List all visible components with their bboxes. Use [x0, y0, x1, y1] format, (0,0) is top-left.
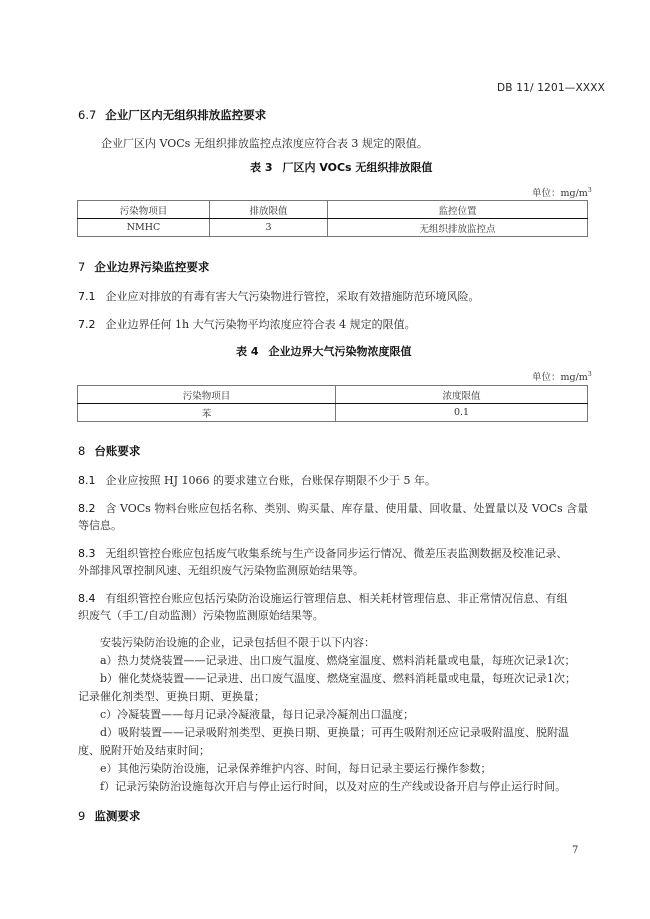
table-header-row: [78, 386, 588, 404]
section-6-7-body: 企业厂区内 VOCs 无组织排放监控点浓度应符合表 3 规定的限值。: [101, 137, 428, 150]
table-4-unit: [532, 369, 592, 383]
table-3-unit: [532, 185, 592, 199]
table-cell: 3: [210, 219, 328, 237]
table-header-row: [78, 201, 588, 219]
table-row: [78, 404, 588, 422]
section-title: 台账要求: [94, 444, 141, 458]
table-3: [77, 200, 588, 237]
table-row: [78, 219, 588, 237]
clause-7-1: [78, 288, 480, 304]
clause-text: 无组织管控台账应包括废气收集系统与生产设备同步运行情况、微差压表监测数据及校准记录、: [105, 547, 568, 560]
table-4: [77, 385, 588, 422]
clause-8-3: [78, 545, 568, 561]
clause-text: 企业应对排放的有毒有害大气污染物进行管控，采取有效措施防范环境风险。: [105, 290, 480, 303]
table-number: 表 4: [236, 345, 259, 358]
table-header-cell: 监控位置: [328, 201, 588, 219]
list-item-f: f）记录污染防治设施每次开启与停止运行时间，以及对应的生产线或设备开启与停止运行时间。: [100, 780, 567, 793]
table-cell: 苯: [78, 404, 336, 422]
unit-superscript: 3: [587, 186, 592, 194]
clause-7-2: [78, 316, 416, 332]
clause-8-2-continued: 等信息。: [78, 519, 122, 532]
table-4-caption: [236, 343, 411, 359]
section-number: 6.7: [78, 108, 97, 122]
unit-label: 单位：mg/m: [532, 372, 588, 383]
clause-number: 8.3: [78, 547, 96, 560]
table-header-cell: 浓度限值: [336, 386, 588, 404]
clause-8-4: [78, 590, 568, 606]
standard-code: DB 11/ 1201—XXXX: [497, 82, 606, 94]
clause-text: 含 VOCs 物料台账应包括名称、类别、购买量、库存量、使用量、回收量、处置量以及 VOCs 含量: [105, 502, 589, 515]
list-item-b-continued: 记录催化剂类型、更换日期、更换量；: [78, 690, 265, 703]
unit-label: 单位：mg/m: [532, 188, 588, 199]
clause-text: 企业边界任何 1h 大气污染物平均浓度应符合表 4 规定的限值。: [105, 318, 416, 331]
clause-8-2: [78, 500, 588, 516]
section-number: 7: [78, 260, 86, 274]
table-cell: 0.1: [336, 404, 588, 422]
clause-number: 7.2: [78, 318, 96, 331]
list-item-e: e）其他污染防治设施，记录保养维护内容、时间，每日记录主要运行操作参数；: [100, 762, 492, 775]
table-3-caption: [250, 159, 432, 175]
table-header-cell: 排放限值: [210, 201, 328, 219]
clause-text: 有组织管控台账应包括污染防治设施运行管理信息、相关耗材管理信息、非正常情况信息、有组: [105, 592, 568, 605]
section-title: 监测要求: [94, 809, 141, 823]
table-cell: 无组织排放监控点: [328, 219, 588, 237]
table-cell: NMHC: [78, 219, 210, 237]
section-9-heading: [78, 808, 140, 824]
section-7-heading: [78, 259, 209, 275]
clause-number: 8.1: [78, 474, 96, 487]
clause-8-4-continued: 织废气（手工/自动监测）污染物监测原始结果等。: [78, 609, 324, 622]
clause-number: 7.1: [78, 290, 96, 303]
list-item-a: a）热力焚烧装置——记录进、出口废气温度、燃烧室温度、燃料消耗量或电量，每班次记录1次；: [100, 654, 576, 667]
list-item-d: d）吸附装置——记录吸附剂类型、更换日期、更换量；可再生吸附剂还应记录吸附温度、脱附温: [100, 726, 570, 739]
clause-8-3-continued: 外部排风罩控制风速、无组织废气污染物监测原始结果等。: [78, 564, 364, 577]
section-title: 企业边界污染监控要求: [94, 260, 210, 274]
list-item-d-continued: 度、脱附开始及结束时间；: [78, 744, 210, 757]
page-number: 7: [572, 845, 579, 856]
clause-8-1: [78, 472, 436, 488]
list-item-b: b）催化焚烧装置——记录进、出口废气温度、燃烧室温度、燃料消耗量或电量，每班次记录1次；: [100, 672, 577, 685]
section-6-7-heading: [78, 107, 266, 123]
table-header-cell: 污染物项目: [78, 201, 210, 219]
table-title: 厂区内 VOCs 无组织排放限值: [282, 161, 433, 174]
clause-number: 8.2: [78, 502, 96, 515]
list-item-c: c）冷凝装置——每月记录冷凝液量，每日记录冷凝剂出口温度；: [100, 708, 415, 721]
table-header-cell: 污染物项目: [78, 386, 336, 404]
clause-number: 8.4: [78, 592, 96, 605]
install-intro: 安装污染防治设施的企业，记录包括但不限于以下内容：: [100, 636, 375, 649]
unit-superscript: 3: [587, 370, 592, 378]
table-title: 企业边界大气污染物浓度限值: [268, 345, 412, 358]
clause-text: 企业应按照 HJ 1066 的要求建立台账，台账保存期限不少于 5 年。: [105, 474, 436, 487]
table-number: 表 3: [250, 161, 273, 174]
section-number: 9: [78, 809, 86, 823]
section-title: 企业厂区内无组织排放监控要求: [105, 108, 267, 122]
section-number: 8: [78, 444, 86, 458]
section-8-heading: [78, 443, 140, 459]
